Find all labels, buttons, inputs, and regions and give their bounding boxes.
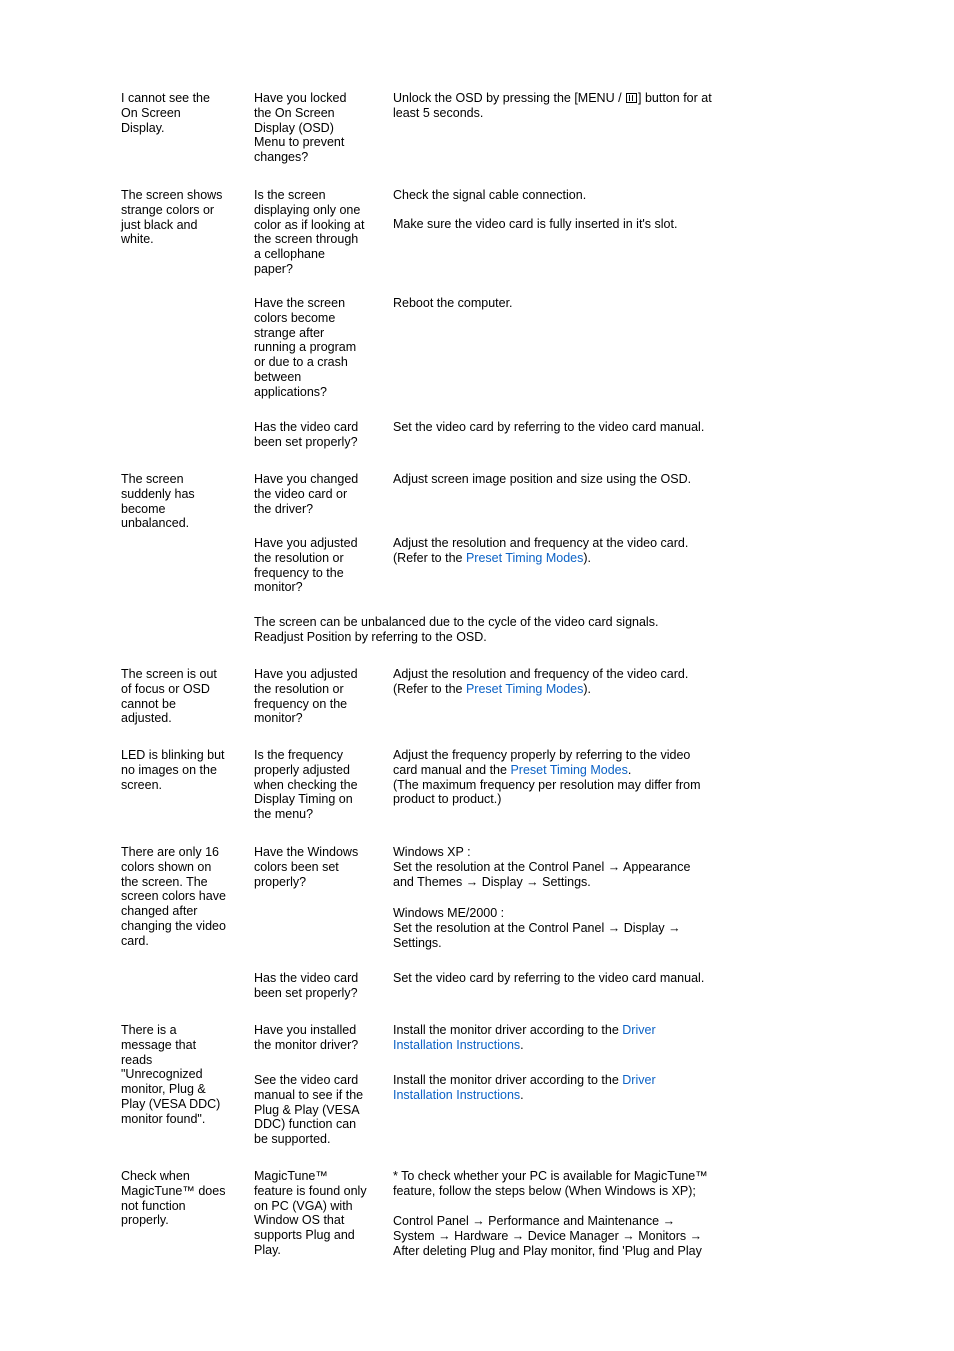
driver-installation-link[interactable]: Installation Instructions (393, 1087, 521, 1102)
check-question: Is the screen displaying only one color as if looking at the screen through a cellophane paper? (254, 188, 365, 276)
preset-timing-modes-link[interactable]: Preset Timing Modes (510, 762, 628, 777)
driver-installation-link[interactable]: Driver (622, 1073, 656, 1087)
check-question: Has the video card been set properly? (254, 420, 359, 449)
check-question: Have the screen colors become strange after running a program or due to a crash between applications? (254, 296, 357, 399)
check-question: Have the Windows colors been set properly? (254, 845, 359, 889)
solution-cell: Adjust the resolution and frequency of the video card. (Refer to the Preset Timing Modes). (393, 667, 689, 696)
solution-cell: Reboot the computer. (393, 296, 513, 310)
check-question: Has the video card been set properly? (254, 971, 359, 1000)
solution-cell: Adjust screen image position and size using the OSD. (393, 472, 692, 486)
problem-cell: The screen suddenly has become unbalanced. (121, 472, 195, 531)
solution-cell: Adjust the resolution and frequency at the video card. (Refer to the Preset Timing Modes). (393, 536, 689, 565)
solution-cell: Adjust the frequency properly by referring to the video card manual and the Preset Timing Modes. (The maximum frequency per resolution may differ from product to product.) (393, 748, 701, 807)
check-question: Have you changed the video card or the driver? (254, 472, 359, 516)
solution-cell: Install the monitor driver according to the Driver Installation Instructions. (393, 1023, 656, 1052)
check-question: Have you adjusted the resolution or frequency to the monitor? (254, 536, 358, 595)
problem-cell: I cannot see the On Screen Display. (121, 91, 210, 135)
problem-cell: LED is blinking but no images on the screen. (121, 748, 225, 792)
solution-cell: Check the signal cable connection. (393, 188, 587, 202)
solution-cell: Unlock the OSD by pressing the [MENU / ] button for at least 5 seconds. (393, 91, 712, 120)
problem-cell: The screen shows strange colors or just black and white. (121, 188, 223, 247)
driver-installation-link[interactable]: Installation Instructions (393, 1037, 521, 1052)
check-question: See the video card manual to see if the Plug & Play (VESA DDC) function can be supported. (254, 1073, 364, 1147)
solution-cell: Make sure the video card is fully inserted in it's slot. (393, 217, 678, 231)
osd-menu-icon (626, 93, 637, 103)
solution-cell: Windows XP : Set the resolution at the Control Panel → Appearance and Themes → Display → Settings. (393, 845, 691, 889)
check-question: Is the frequency properly adjusted when checking the Display Timing on the menu? (254, 748, 358, 822)
problem-cell: There is a message that reads "Unrecognized monitor, Plug & Play (VESA DDC) monitor found". (121, 1023, 221, 1126)
preset-timing-modes-link[interactable]: Preset Timing Modes (465, 550, 584, 565)
check-question: MagicTune™ feature is found only on PC (VGA) with Window OS that supports Plug and Play. (254, 1169, 367, 1257)
solution-cell: Set the video card by referring to the video card manual. (393, 420, 705, 434)
solution-cell: * To check whether your PC is available for MagicTune™ feature, follow the steps below (When Windows is XP); (393, 1169, 708, 1198)
problem-cell: There are only 16 colors shown on the screen. The screen colors have changed after changing the video card. (121, 845, 226, 948)
solution-cell: Set the video card by referring to the video card manual. (393, 971, 705, 985)
check-question: Have you adjusted the resolution or frequency on the monitor? (254, 667, 358, 726)
solution-cell: Install the monitor driver according to the Driver Installation Instructions. (393, 1073, 656, 1102)
solution-cell: Windows ME/2000 : Set the resolution at the Control Panel → Display → Settings. (393, 906, 681, 950)
preset-timing-modes-link[interactable]: Preset Timing Modes (465, 681, 584, 696)
problem-cell: Check when MagicTune™ does not function properly. (121, 1169, 226, 1228)
check-question: Have you locked the On Screen Display (OSD) Menu to prevent changes? (254, 91, 347, 165)
problem-cell: The screen is out of focus or OSD cannot be adjusted. (121, 667, 217, 726)
driver-installation-link[interactable]: Driver (622, 1023, 656, 1037)
solution-cell: Control Panel → Performance and Maintenance → System → Hardware → Device Manager → Monitors → After deleting Plug and Play monitor, find 'Plug and Play (393, 1214, 703, 1258)
check-question: Have you installed the monitor driver? (254, 1023, 359, 1052)
note-text: The screen can be unbalanced due to the cycle of the video card signals. Readjust Position by referring to the OSD. (254, 615, 659, 644)
